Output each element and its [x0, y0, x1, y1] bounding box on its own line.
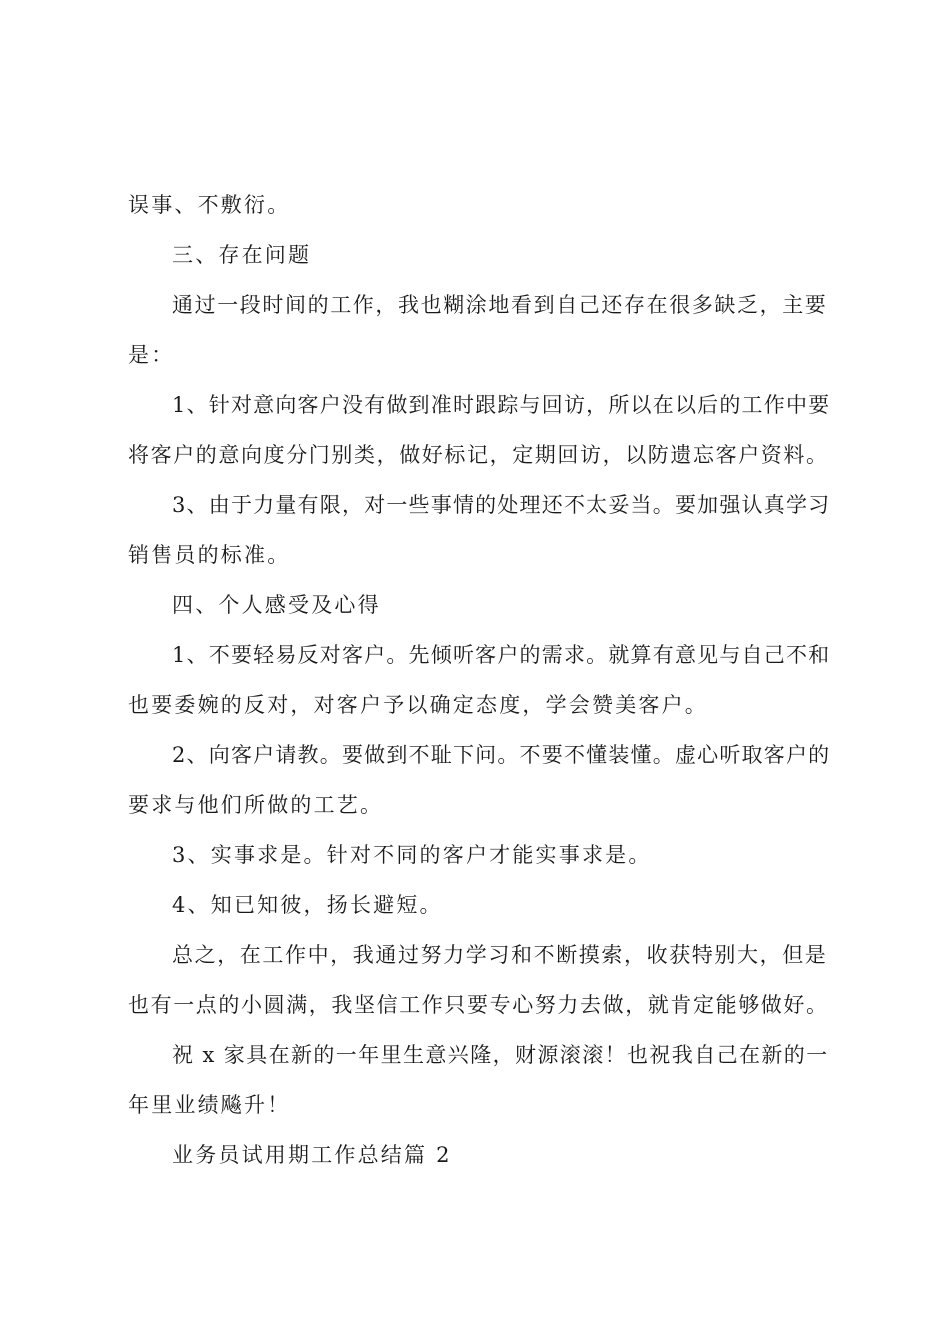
section-heading-feelings: 四、个人感受及心得: [172, 593, 381, 617]
list-item-line: 3、由于力量有限，对一些事情的处理还不太妥当。要加强认真学习: [172, 493, 831, 517]
paragraph-line: 通过一段时间的工作，我也糊涂地看到自己还存在很多缺乏，主要: [172, 293, 828, 317]
text-line-continuation: 误事、不敷衍。: [128, 193, 291, 217]
list-item-line: 3、实事求是。针对不同的客户才能实事求是。: [172, 843, 652, 867]
list-item-line: 4、知已知彼，扬长避短。: [172, 893, 443, 917]
list-item-line: 1、不要轻易反对客户。先倾听客户的需求。就算有意见与自己不和: [172, 643, 831, 667]
list-item-line: 将客户的意向度分门别类，做好标记，定期回访，以防遗忘客户资料。: [128, 443, 829, 467]
paragraph-line: 也有一点的小圆满，我坚信工作只要专心努力去做，就肯定能够做好。: [128, 993, 829, 1017]
list-item-line: 2、向客户请教。要做到不耻下问。不要不懂装懂。虚心听取客户的: [172, 743, 831, 767]
list-item-line: 要求与他们所做的工艺。: [128, 793, 384, 817]
paragraph-line: 总之，在工作中，我通过努力学习和不断摸索，收获特别大，但是: [172, 943, 828, 967]
list-item-line: 1、针对意向客户没有做到准时跟踪与回访，所以在以后的工作中要: [172, 393, 831, 417]
section-title: 业务员试用期工作总结篇 2: [172, 1143, 452, 1167]
list-item-line: 也要委婉的反对，对客户予以确定态度，学会赞美客户。: [128, 693, 708, 717]
paragraph-line: 祝 x 家具在新的一年里生意兴隆，财源滚滚！也祝我自己在新的一: [172, 1043, 829, 1067]
paragraph-line: 是：: [128, 343, 175, 367]
section-heading-problems: 三、存在问题: [172, 243, 312, 267]
list-item-line: 销售员的标准。: [128, 543, 291, 567]
paragraph-line: 年里业绩飚升！: [128, 1093, 291, 1117]
